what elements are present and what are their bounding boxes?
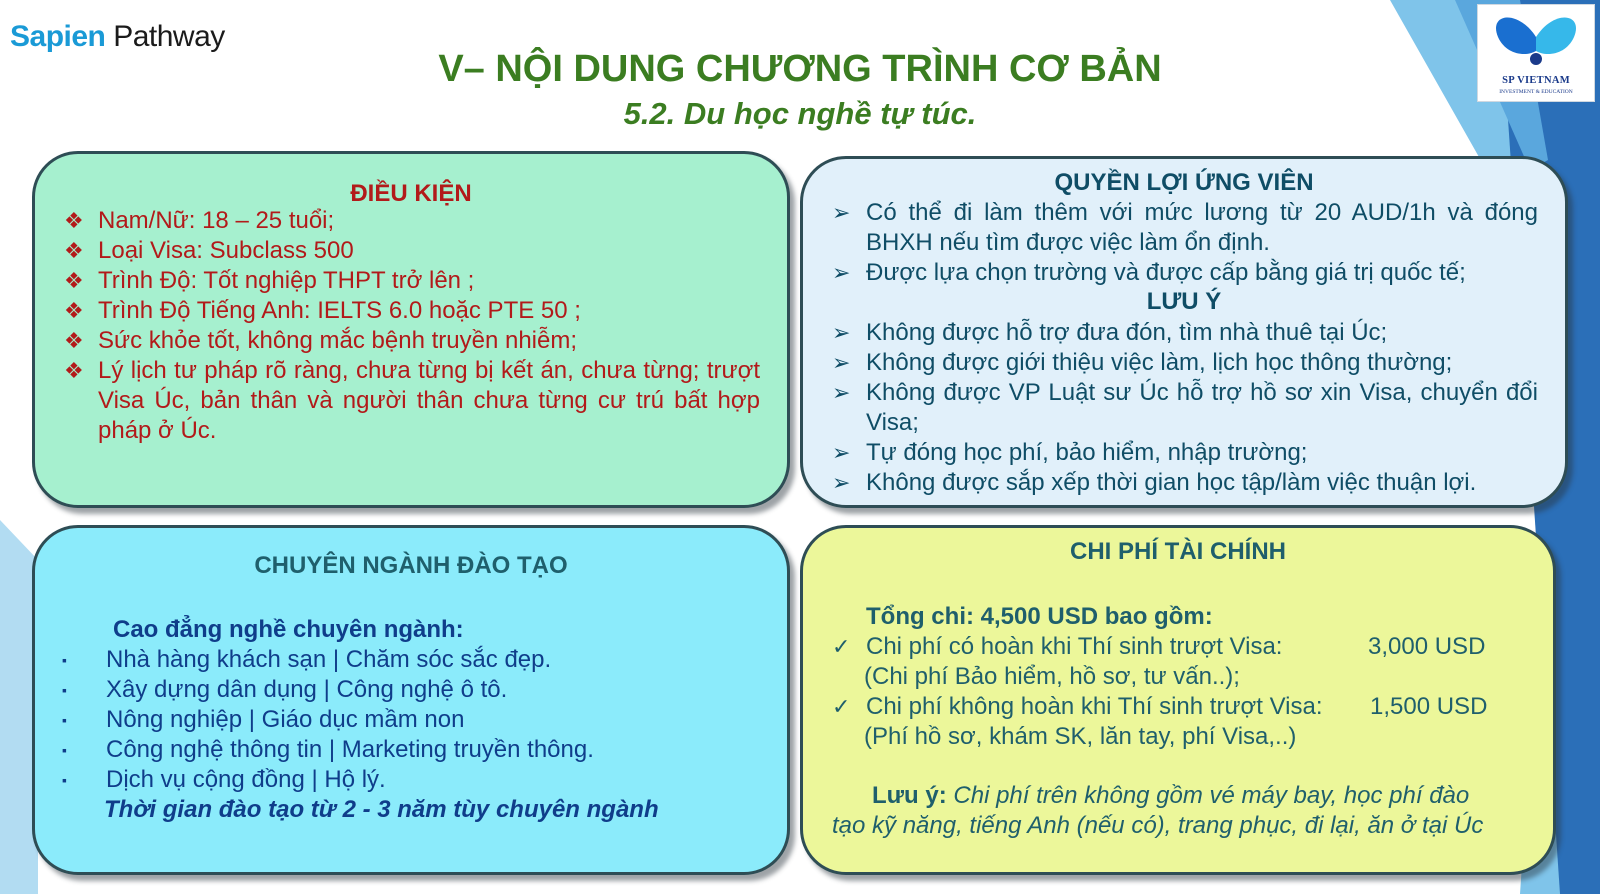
diamond-flower-icon: ❖: [64, 358, 84, 383]
note-item: Không được VP Luật sư Úc hỗ trợ hồ sơ xin Visa, chuyển đổi Visa;: [866, 379, 1538, 436]
checkmark-icon: ✓: [832, 694, 851, 719]
majors-item: Nông nghiệp | Giáo dục mầm non: [106, 706, 465, 733]
note-item: Không được hỗ trợ đưa đón, tìm nhà thuê tại Úc;: [866, 319, 1388, 346]
logo-name: SP VIETNAM: [1502, 75, 1570, 86]
note-item: Tự đóng học phí, bảo hiểm, nhập trường;: [866, 439, 1308, 466]
majors-heading: CHUYÊN NGÀNH ĐÀO TẠO: [254, 552, 568, 579]
square-bullet-icon: ▪: [62, 742, 67, 758]
conditions-heading: ĐIỀU KIỆN: [350, 180, 472, 207]
majors-item: Dịch vụ cộng đồng | Hộ lý.: [106, 766, 386, 793]
majors-item: Xây dựng dân dụng | Công nghệ ô tô.: [106, 676, 508, 703]
conditions-item: Nam/Nữ: 18 – 25 tuổi;: [98, 207, 335, 234]
square-bullet-icon: ▪: [62, 712, 67, 728]
conditions-item: Trình Độ: Tốt nghiệp THPT trở lên ;: [98, 267, 475, 294]
diamond-flower-icon: ❖: [64, 238, 84, 263]
benefits-heading: QUYỀN LỢI ỨNG VIÊN: [1054, 169, 1314, 196]
diamond-flower-icon: ❖: [64, 208, 84, 233]
arrowhead-icon: ➢: [832, 200, 851, 225]
arrowhead-icon: ➢: [832, 470, 851, 495]
note-heading: LƯU Ý: [1146, 288, 1222, 315]
benefits-item: Được lựa chọn trường và được cấp bằng giá trị quốc tế;: [866, 259, 1466, 286]
square-bullet-icon: ▪: [62, 652, 67, 668]
conditions-item: Trình Độ Tiếng Anh: IELTS 6.0 hoặc PTE 50 ;: [98, 297, 581, 324]
benefits-item: Có thể đi làm thêm với mức lương từ 20 AUD/1h và đóng BHXH nếu tìm được việc làm ổn định.: [866, 199, 1538, 256]
cost-item-detail: (Phí hồ sơ, khám SK, lăn tay, phí Visa,..): [864, 723, 1297, 750]
diamond-flower-icon: ❖: [64, 328, 84, 353]
majors-duration: Thời gian đào tạo từ 2 - 3 năm tùy chuyên ngành: [104, 796, 659, 823]
page-title: V– NỘI DUNG CHƯƠNG TRÌNH CƠ BẢN: [438, 48, 1162, 90]
conditions-item: Sức khỏe tốt, không mắc bệnh truyền nhiễm;: [98, 327, 578, 354]
brand-name-part1: Sapien: [10, 20, 106, 53]
square-bullet-icon: ▪: [62, 772, 67, 788]
cost-item-detail: (Chi phí Bảo hiểm, hồ sơ, tư vấn..);: [864, 663, 1240, 690]
majors-item: Công nghệ thông tin | Marketing truyền thông.: [106, 736, 594, 763]
arrowhead-icon: ➢: [832, 380, 851, 405]
costs-total: Tổng chi: 4,500 USD bao gồm:: [866, 603, 1213, 630]
cost-item-label: Chi phí không hoàn khi Thí sinh trượt Visa:: [866, 693, 1323, 720]
diamond-flower-icon: ❖: [64, 268, 84, 293]
conditions-item: Loại Visa: Subclass 500: [98, 237, 354, 264]
costs-note-text-2: tạo kỹ năng, tiếng Anh (nếu có), trang phục, đi lại, ăn ở tại Úc: [832, 812, 1484, 839]
note-item: Không được sắp xếp thời gian học tập/làm việc thuận lợi.: [866, 469, 1477, 496]
page-subtitle: 5.2. Du học nghề tự túc.: [623, 96, 977, 131]
diamond-flower-icon: ❖: [64, 298, 84, 323]
brand-name-part2: Pathway: [105, 20, 225, 53]
costs-note: [872, 781, 1469, 811]
arrowhead-icon: ➢: [832, 260, 851, 285]
arrowhead-icon: ➢: [832, 320, 851, 345]
cost-item-amount: 3,000 USD: [1368, 633, 1486, 660]
logo-subtitle: INVESTMENT & EDUCATION: [1499, 89, 1573, 95]
arrowhead-icon: ➢: [832, 440, 851, 465]
conditions-item: Lý lịch tư pháp rõ ràng, chưa từng bị kết án, chưa từng; trượt Visa Úc, bản thân và người thân chưa từng cư trú bất hợp pháp ở Úc.: [98, 357, 760, 444]
cost-item-amount: 1,500 USD: [1370, 693, 1488, 720]
costs-note-text: Chi phí trên không gồm vé máy bay, học phí đào: [946, 782, 1470, 809]
costs-note-label: Lưu ý:: [872, 782, 947, 809]
cost-item-label: Chi phí có hoàn khi Thí sinh trượt Visa:: [866, 633, 1283, 660]
square-bullet-icon: ▪: [62, 682, 67, 698]
checkmark-icon: ✓: [832, 634, 851, 659]
majors-subheading: Cao đẳng nghề chuyên ngành:: [113, 616, 464, 643]
costs-heading: CHI PHÍ TÀI CHÍNH: [1070, 538, 1286, 565]
note-item: Không được giới thiệu việc làm, lịch học thông thường;: [866, 349, 1453, 376]
arrowhead-icon: ➢: [832, 350, 851, 375]
majors-item: Nhà hàng khách sạn | Chăm sóc sắc đẹp.: [106, 646, 552, 673]
